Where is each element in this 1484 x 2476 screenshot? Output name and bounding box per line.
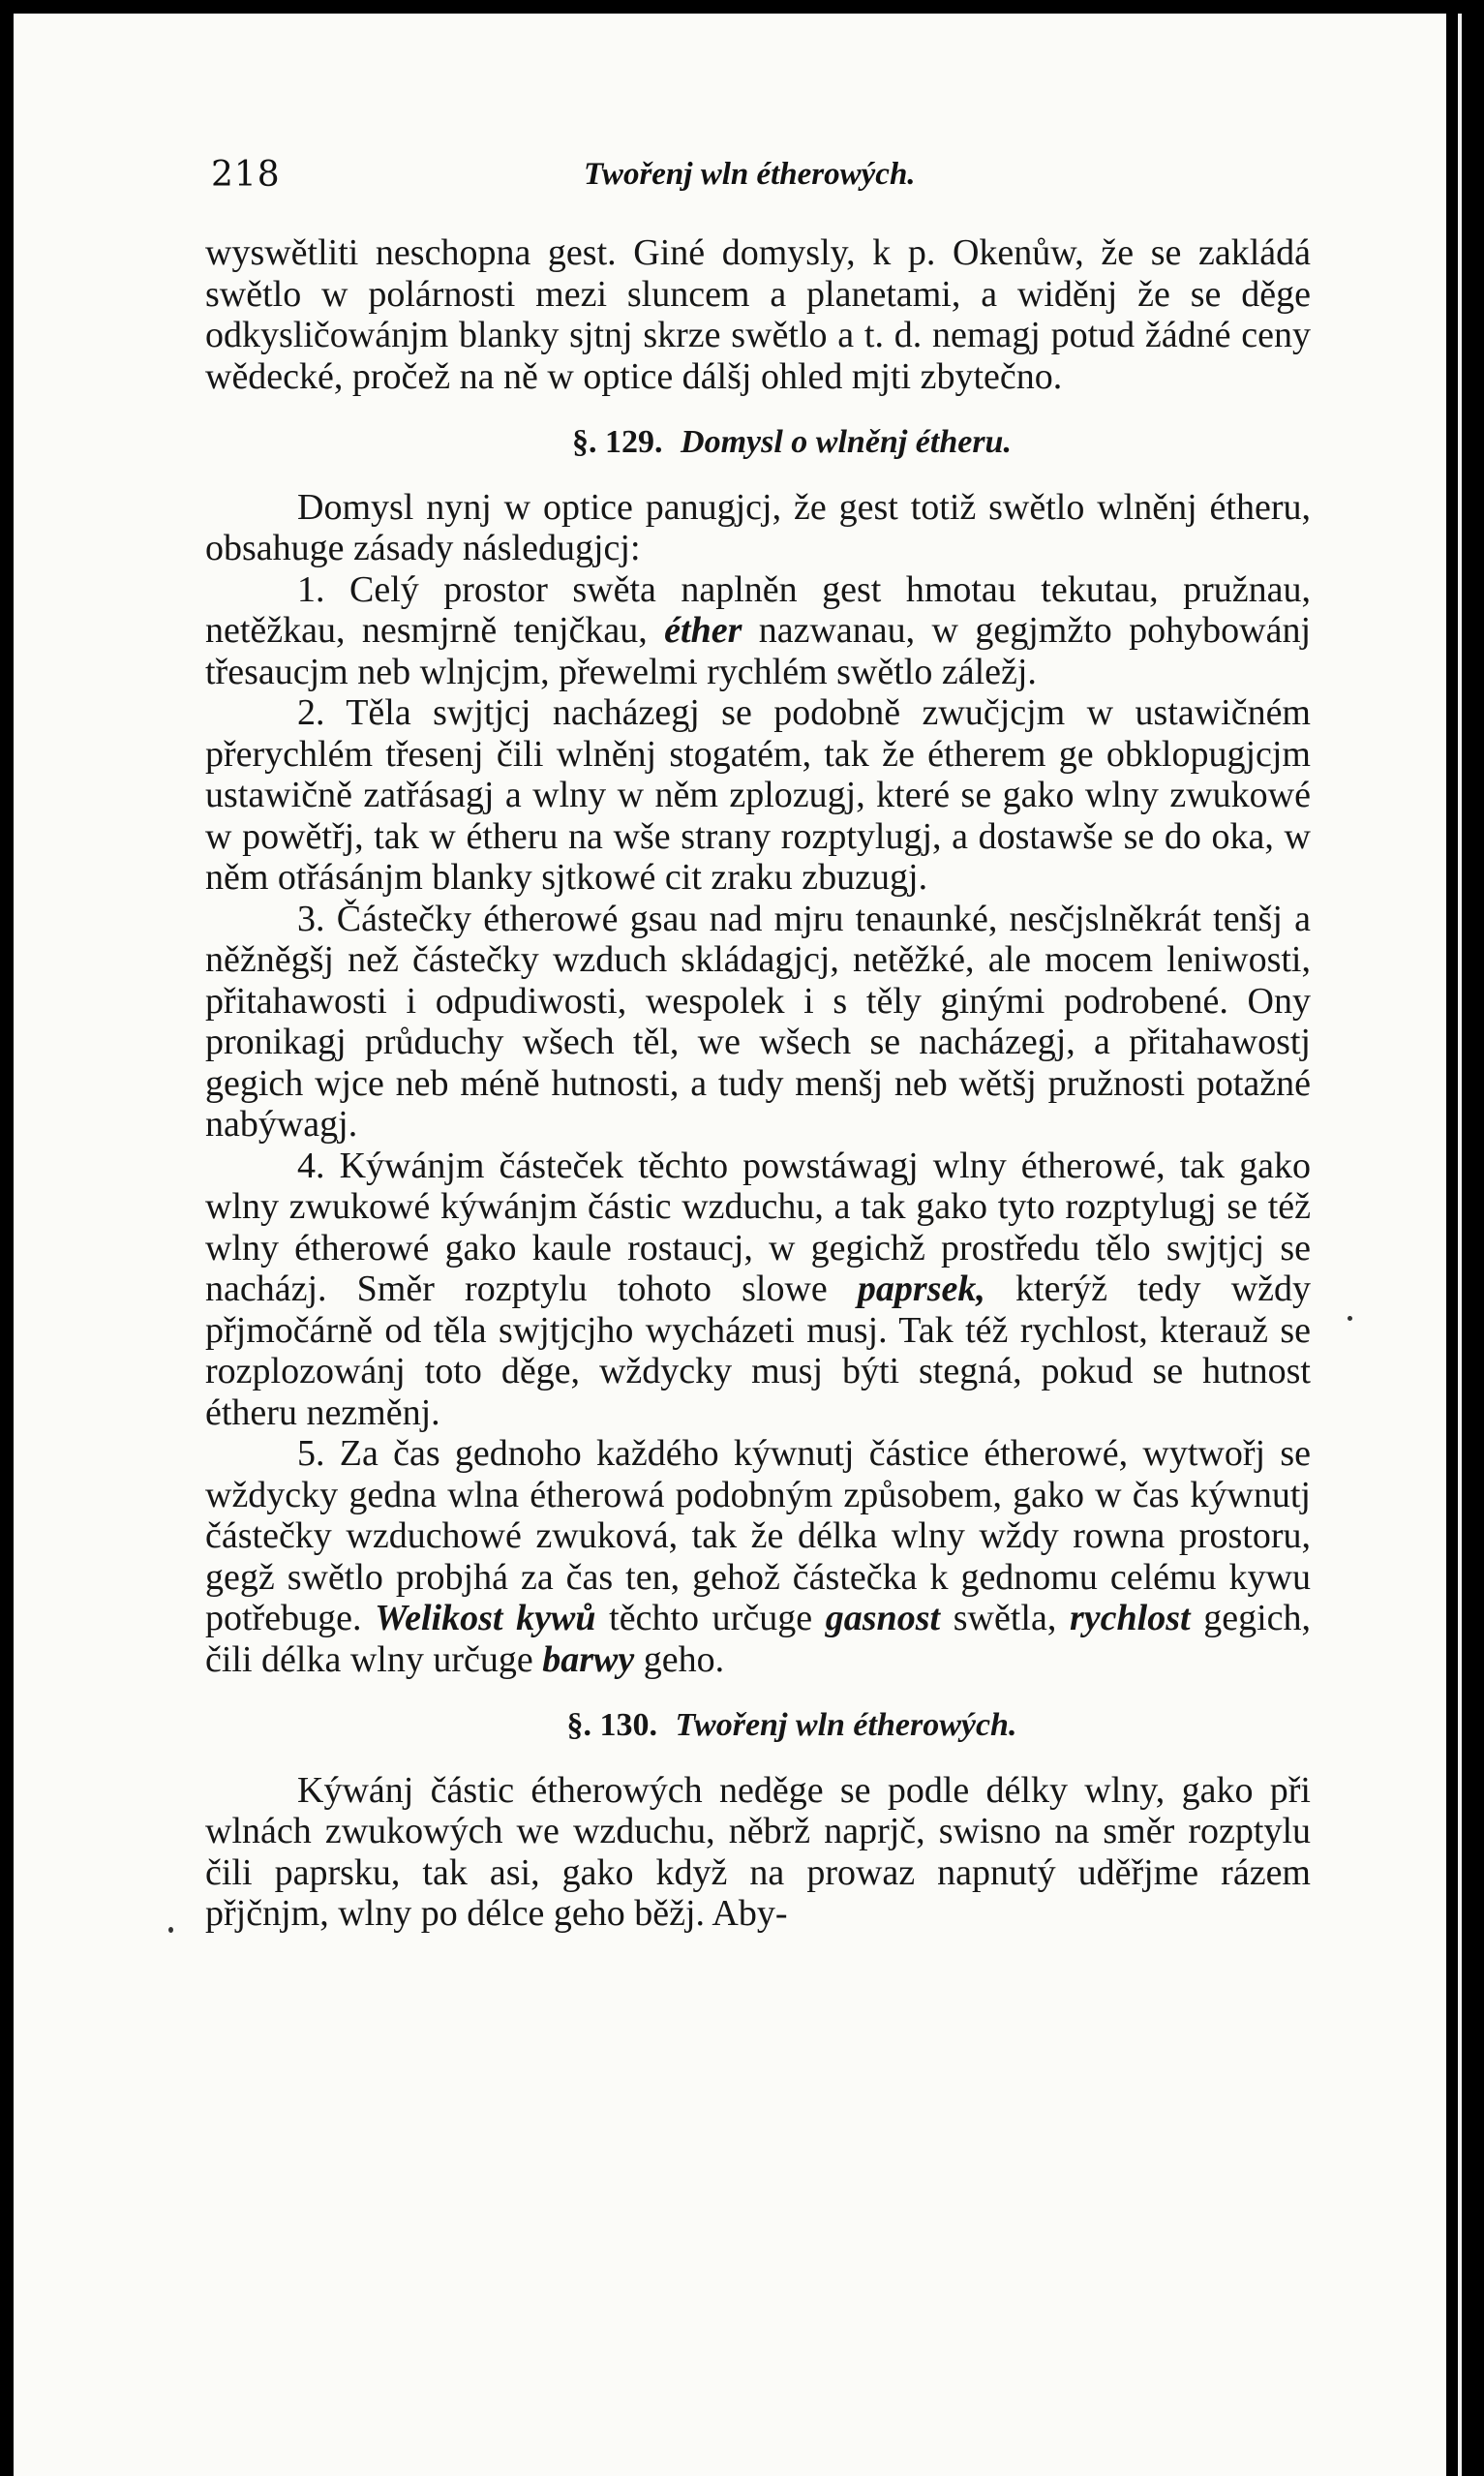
print-speck [168, 1927, 173, 1933]
running-head: Twořenj wln étherowých. [584, 157, 916, 192]
scan-edge [1446, 0, 1484, 2476]
paragraph-continuation: wyswětliti neschopna gest. Giné domysly, k p. Okenůw, že se zakládá swětlo w polárnosti mezi sluncem a planetami, a widěnj že se děge odkysličowánjm blanky sjtnj skrze swětlo a t. d. nemagj potud žádné ceny wědecké, pročež na ně w optice dálšj ohled mjti zbytečno. [205, 232, 1311, 397]
section-heading-129 [205, 422, 1311, 464]
paragraph-section-130: Kýwánj částic étherowých neděge se podle délky wlny, gako při wlnách zwukowých we wzduchu, něbrž naprjč, swisno na směr rozptylu čili paprsku, tak asi, gako když na prowaz napnutý uděřjme rázem přjčnjm, wlny po délce geho běžj. Aby- [205, 1769, 1311, 1934]
text-run: nazwanau, w gegjmžto pohybowánj třesaucjm neb wlnjcjm, přewelmi rychlém swětlo záležj. [205, 610, 1311, 692]
text-run: geho. [643, 1638, 725, 1680]
emphasis-gasnost: gasnost [825, 1598, 941, 1638]
text-run: kterýž tedy wždy přjmočárně od těla swjtjcjho wycházeti musj. Tak též rychlost, kterauž se rozplozowánj toto děge, wždycky musj býti stegná, pokud se hutnost étheru nezměnj. [205, 1269, 1311, 1433]
page-header [211, 155, 1309, 213]
paragraph-point-2: 2. Těla swjtjcj nacházegj se podobně zwučjcjm w ustawičném přerychlém třesenj čili wlněnj stogatém, tak že étherem ge obklopugjcjm ustawičně zatřásagj a wlny w něm zplozugj, které se gako wlny zwukowé w powětřj, tak w étheru na wše strany rozptylugj, a dostawše se do oka, w něm otřásánjm blanky sjtkowé cit zraku zbuzugj. [205, 692, 1311, 898]
emphasis-paprsek: paprsek, [857, 1269, 985, 1309]
section-number: §. 129. [572, 424, 663, 460]
paragraph-point-5 [205, 1433, 1311, 1680]
paragraph-intro: Domysl nynj w optice panugjcj, že gest totiž swětlo wlněnj étheru, obsahuge zásady následugjcj: [205, 486, 1311, 568]
text-run: těchto určuge [609, 1598, 813, 1638]
section-title: Domysl o wlněnj étheru. [681, 424, 1012, 460]
paragraph-point-3: 3. Částečky étherowé gsau nad mjru tenaunké, nesčjslněkrát tenšj a něžněgšj než částečky wzduch skládagjcj, netěžké, ale mocem leniwosti, přitahawosti i odpudiwosti, wespolek i s těly ginými podrobené. Ony pronikagj průduchy wšech těl, we wšech se nacházegj, a přitahawostj gegich wjce neb méně hutnosti, a tudy menšj neb wětšj pružnosti potažné nabýwagj. [205, 898, 1311, 1145]
section-title: Twořenj wln étherowých. [675, 1707, 1017, 1743]
paragraph-point-1 [205, 569, 1311, 693]
section-number: §. 130. [566, 1707, 658, 1743]
text-run: 4. Kýwánjm částeček těchto powstáwagj wlny étherowé, tak gako wlny zwukowé kýwánjm částic wzduchu, a tak gako tyto rozptylugj se též wlny étherowé gako kaule rostaucj, w gegichž prostředu tělo swjtjcj se nacházj. Směr rozptylu tohoto slowe [205, 1145, 1311, 1309]
body-text [205, 232, 1311, 1935]
section-heading-130 [205, 1705, 1311, 1747]
emphasis-ether: éther [664, 610, 742, 651]
emphasis-barwy: barwy [542, 1638, 635, 1680]
paragraph-point-4 [205, 1146, 1311, 1434]
page-number: 218 [211, 155, 281, 195]
text-run: gegich, čili délka wlny určuge [205, 1598, 1312, 1680]
text-run: 1. Celý prostor swěta naplněn gest hmotau tekutau, pružnau, netěžkau, nesmjrně tenjčkau, [205, 568, 1311, 651]
print-speck [1348, 1316, 1352, 1321]
text-run: swětla, [953, 1598, 1057, 1638]
text-run: 5. Za čas gednoho každého kýwnutj částice étherowé, wytwořj se wždycky gedna wlna étherowá podobným způsobem, gako w čas kýwnutj částečky wzduchowé zwuková, tak že délka wlny wždy rowna prostoru, gegž swětlo probjhá za čas ten, gehož částečka k gednomu celému kywu potřebuge. [205, 1433, 1311, 1638]
adjacent-page-edge [1458, 14, 1462, 2476]
emphasis-welikost: Welikost kywů [375, 1598, 596, 1638]
emphasis-rychlost: rychlost [1070, 1598, 1191, 1638]
